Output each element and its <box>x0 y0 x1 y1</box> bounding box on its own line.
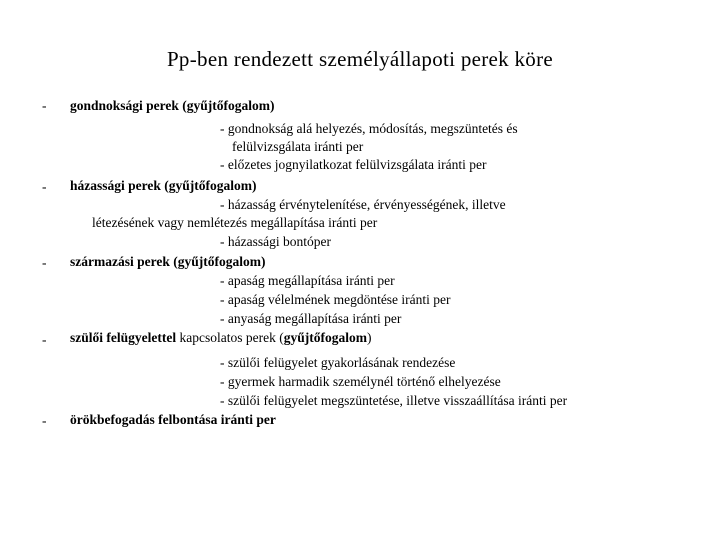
sub-item: - előzetes jognyilatkozat felülvizsgálata iránti per <box>220 157 487 172</box>
sub-item-continuation: létezésének vagy nemlétezés megállapítása iránti per <box>92 215 378 230</box>
sub-item: - gyermek harmadik személynél történő elhelyezése <box>220 374 501 389</box>
sub-item: - gondnokság alá helyezés, módosítás, megszüntetés és <box>220 121 518 136</box>
sub-item: - szülői felügyelet gyakorlásának rendezése <box>220 355 456 370</box>
bullet-dash: - <box>42 98 47 113</box>
sub-item: - apaság vélelmének megdöntése iránti per <box>220 292 451 307</box>
heading-bold-part: szülői felügyelettel <box>70 330 177 345</box>
sub-item-continuation: felülvizsgálata iránti per <box>232 139 364 154</box>
item-heading-hazassagi: házassági perek (gyűjtőfogalom) <box>70 178 257 193</box>
sub-item: - apaság megállapítása iránti per <box>220 273 395 288</box>
item-heading-orokbefogadas: örökbefogadás felbontása iránti per <box>70 412 276 427</box>
bullet-dash: - <box>42 179 47 194</box>
bullet-dash: - <box>42 332 47 347</box>
heading-plain-part: kapcsolatos perek ( <box>176 330 284 345</box>
sub-item: - anyaság megállapítása iránti per <box>220 311 402 326</box>
heading-plain-tail: ) <box>366 330 372 345</box>
sub-item: - házasság érvénytelenítése, érvényességének, illetve <box>220 197 506 212</box>
heading-bold-tail: gyűjtőfogalom <box>283 330 367 345</box>
sub-item: - szülői felügyelet megszüntetése, illetve visszaállítása iránti per <box>220 393 568 408</box>
bullet-dash: - <box>42 413 47 428</box>
page-title: Pp-ben rendezett személyállapoti perek köre <box>166 47 554 71</box>
item-heading-szuloi-felugyelet <box>70 329 371 347</box>
sub-item: - házassági bontóper <box>220 234 331 249</box>
item-heading-gondnoksagi: gondnoksági perek (gyűjtőfogalom) <box>70 98 275 113</box>
bullet-dash: - <box>42 255 47 270</box>
item-heading-szarmazasi: származási perek (gyűjtőfogalom) <box>70 254 266 269</box>
